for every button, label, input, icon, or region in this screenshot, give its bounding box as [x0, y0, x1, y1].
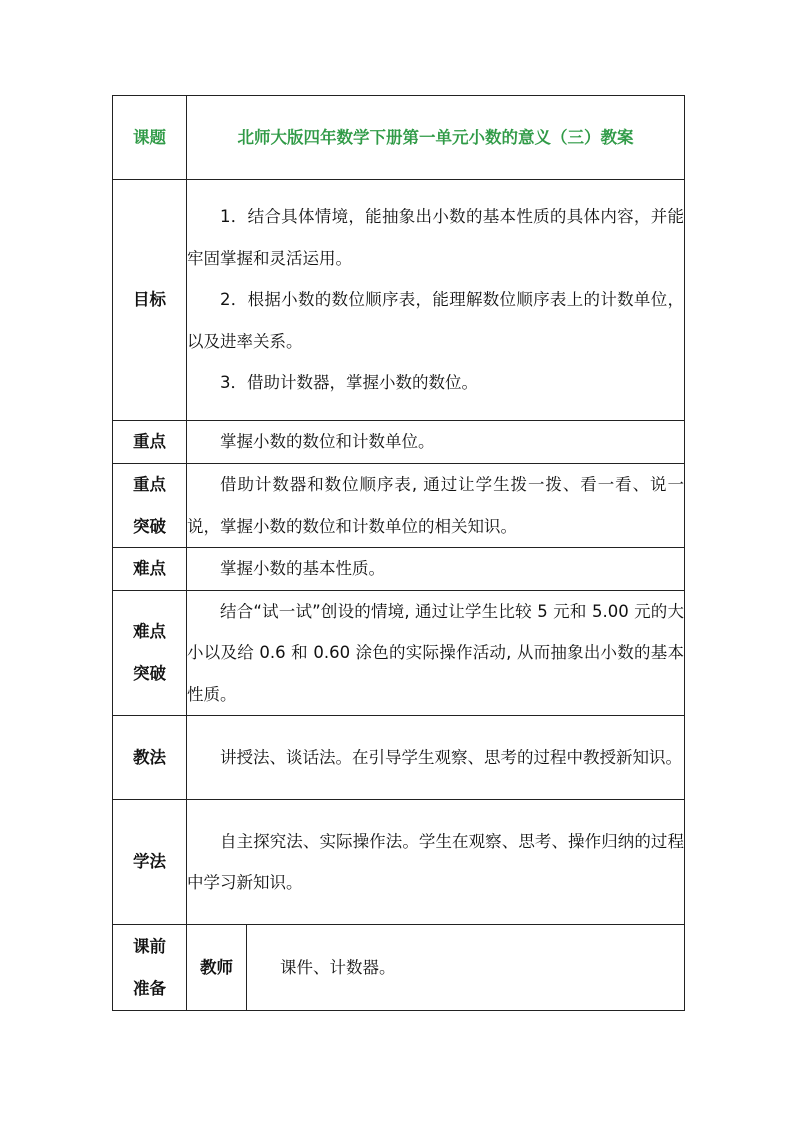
preparation-label [113, 925, 187, 1011]
difficulty-text: 掌握小数的基本性质。 [220, 559, 385, 578]
difficulty-breakthrough-label [113, 590, 187, 716]
learning-method-label: 学法 [113, 800, 187, 925]
row-difficulty [113, 548, 685, 591]
preparation-label-line2: 准备 [133, 978, 166, 998]
row-title [113, 96, 685, 180]
lesson-title: 北师大版四年数学下册第一单元小数的意义（三）教案 [187, 96, 685, 180]
key-breakthrough-label-line1: 重点 [133, 475, 166, 494]
difficulty-breakthrough-text: 结合“试一试”创设的情境, 通过让学生比较 5 元和 5.00 元的大小以及给 0.6 和 0.60 涂色的实际操作活动, 从而抽象出小数的基本性质。 [187, 601, 684, 704]
key-point-content [187, 421, 685, 464]
row-learning-method [113, 800, 685, 925]
key-point-text: 掌握小数的数位和计数单位。 [220, 432, 435, 451]
teacher-preparation-text: 课件、计数器。 [280, 957, 396, 977]
difficulty-label: 难点 [113, 548, 187, 591]
learning-method-content [187, 800, 685, 925]
teaching-method-label: 教法 [113, 716, 187, 800]
row-preparation [113, 925, 685, 1011]
difficulty-breakthrough-label-line2: 突破 [133, 663, 166, 683]
goals-content [187, 180, 685, 421]
row-goals [113, 180, 685, 421]
key-breakthrough-text: 借助计数器和数位顺序表, 通过让学生拨一拨、看一看、说一说，掌握小数的数位和计数单位的相关知识。 [187, 475, 684, 536]
goal-item-3: 3．借助计数器，掌握小数的数位。 [220, 373, 478, 393]
difficulty-breakthrough-content [187, 590, 685, 716]
lesson-plan-table [112, 95, 685, 1011]
key-breakthrough-label-line2: 突破 [133, 516, 166, 536]
goals-label: 目标 [113, 180, 187, 421]
teacher-preparation-content [247, 925, 685, 1011]
row-difficulty-breakthrough [113, 590, 685, 716]
key-breakthrough-content [187, 464, 685, 548]
difficulty-breakthrough-label-line1: 难点 [133, 622, 166, 642]
key-point-label: 重点 [113, 421, 187, 464]
teaching-method-text: 讲授法、谈话法。在引导学生观察、思考的过程中教授新知识。 [220, 747, 682, 767]
teacher-label: 教师 [187, 925, 247, 1011]
key-breakthrough-label [113, 464, 187, 548]
title-label: 课题 [113, 96, 187, 180]
teaching-method-content [187, 716, 685, 800]
row-key-breakthrough [113, 464, 685, 548]
goal-item-1: 1．结合具体情境，能抽象出小数的基本性质的具体内容，并能牢固掌握和灵活运用。 [187, 207, 684, 268]
goal-item-2: 2．根据小数的数位顺序表，能理解数位顺序表上的计数单位，以及进率关系。 [187, 290, 684, 351]
preparation-label-line1: 课前 [133, 937, 166, 956]
difficulty-content [187, 548, 685, 591]
row-key-point [113, 421, 685, 464]
learning-method-text: 自主探究法、实际操作法。学生在观察、思考、操作归纳的过程中学习新知识。 [187, 831, 684, 892]
row-teaching-method [113, 716, 685, 800]
